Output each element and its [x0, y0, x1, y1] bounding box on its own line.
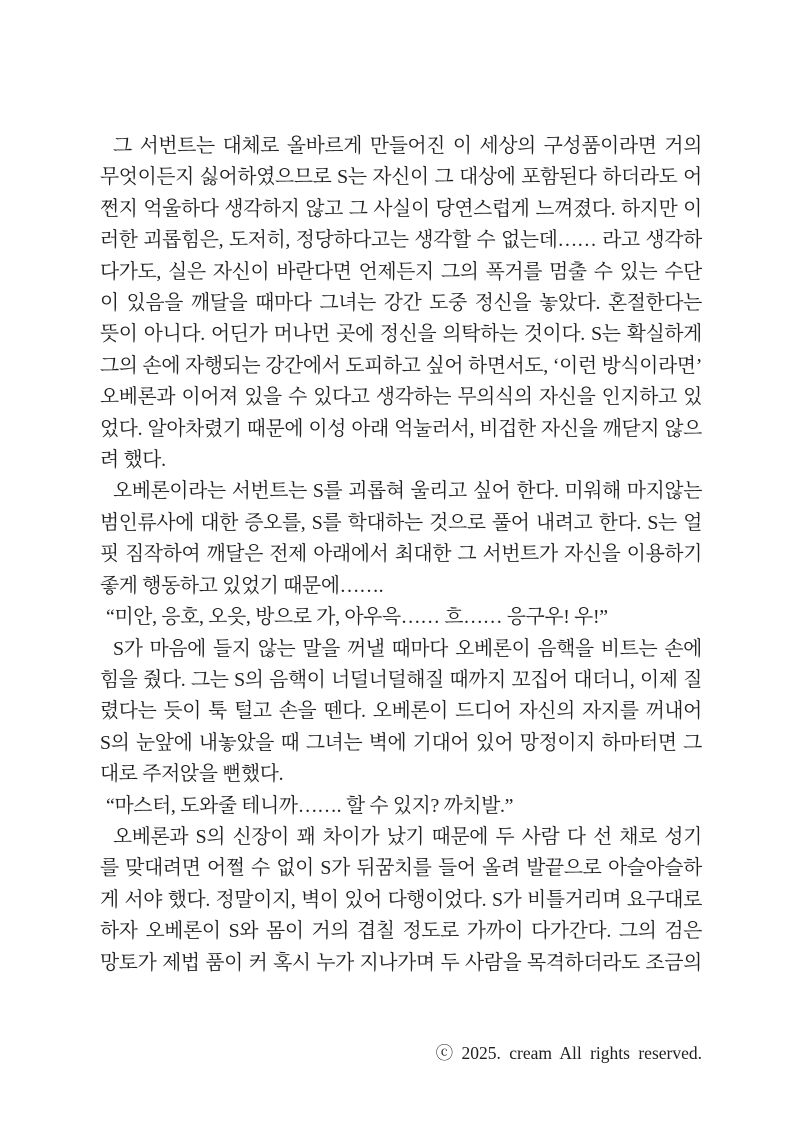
text-line: 오베론과 S의 신장이 꽤 차이가 났기 때문에 두 사람 다 선 채로 성기	[113, 825, 702, 848]
text-line: 핏 짐작하여 깨달은 전제 아래에서 최대한 그 서번트가 자신을 이용하기	[100, 543, 702, 566]
text-line: 대로 주저앉을 뻔했다.	[100, 763, 284, 786]
text-line: 망토가 제법 품이 커 혹시 누가 지나가며 두 사람을 목격하더라도 조금의	[100, 951, 702, 974]
text-line: 었다. 알아차렸기 때문에 이성 아래 억눌러서, 비겁한 자신을 깨닫지 않으	[100, 417, 702, 440]
text-line: 힘을 줬다. 그는 S의 음핵이 너덜너덜해질 때까지 꼬집어 대더니, 이제 질	[100, 668, 702, 691]
text-line: 무엇이든지 싫어하였으므로 S는 자신이 그 대상에 포함된다 하더라도 어	[100, 166, 702, 189]
text-line: 이 있음을 깨달을 때마다 그녀는 강간 도중 정신을 놓았다. 혼절한다는	[100, 292, 702, 315]
text-line: 를 맞대려면 어쩔 수 없이 S가 뒤꿈치를 들어 올려 발끝으로 아슬아슬하	[100, 857, 702, 880]
text-body	[100, 131, 702, 979]
text-line: S의 눈앞에 내놓았을 때 그녀는 벽에 기대어 있어 망정이지 하마터면 그	[100, 731, 702, 754]
text-line: “미안, 응호, 오읏, 방으로 가, 아우윽…… 흐…… 응구우! 우!”	[106, 606, 608, 629]
text-line: 오베론이라는 서번트는 S를 괴롭혀 울리고 싶어 한다. 미워해 마지않는	[113, 480, 702, 503]
text-line: 렸다는 듯이 툭 털고 손을 뗀다. 오베론이 드디어 자신의 자지를 꺼내어	[100, 700, 702, 723]
text-line: 쩐지 억울하다 생각하지 않고 그 사실이 당연스럽게 느껴졌다. 하지만 이	[100, 197, 702, 220]
text-line: 러한 괴롭힘은, 도저히, 정당하다고는 생각할 수 없는데…… 라고 생각하	[100, 229, 702, 252]
text-line: 게 서야 했다. 정말이지, 벽이 있어 다행이었다. S가 비틀거리며 요구대로	[100, 888, 702, 911]
text-line: S가 마음에 들지 않는 말을 꺼낼 때마다 오베론이 음핵을 비트는 손에	[113, 637, 702, 660]
text-line: 려 했다.	[100, 449, 166, 472]
text-line: 하자 오베론이 S와 몸이 거의 겹칠 정도로 가까이 다가간다. 그의 검은	[100, 920, 702, 943]
text-line: 그의 손에 자행되는 강간에서 도피하고 싶어 하면서도, ‘이런 방식이라면’	[100, 354, 702, 377]
text-line: 뜻이 아니다. 어딘가 머나먼 곳에 정신을 의탁하는 것이다. S는 확실하게	[100, 323, 702, 346]
text-line: 다가도, 실은 자신이 바란다면 언제든지 그의 폭거를 멈출 수 있는 수단	[100, 260, 702, 283]
text-line: 범인류사에 대한 증오를, S를 학대하는 것으로 풀어 내려고 한다. S는 얼	[100, 511, 702, 534]
copyright-footer: ⓒ 2025. cream All rights reserved.	[435, 1043, 702, 1063]
text-line: 그 서번트는 대체로 올바르게 만들어진 이 세상의 구성품이라면 거의	[113, 135, 702, 157]
text-line: 오베론과 이어져 있을 수 있다고 생각하는 무의식의 자신을 인지하고 있	[100, 386, 702, 409]
text-line: “마스터, 도와줄 테니까……. 할 수 있지? 까치발.”	[106, 794, 514, 817]
text-line: 좋게 행동하고 있었기 때문에…….	[100, 574, 384, 597]
